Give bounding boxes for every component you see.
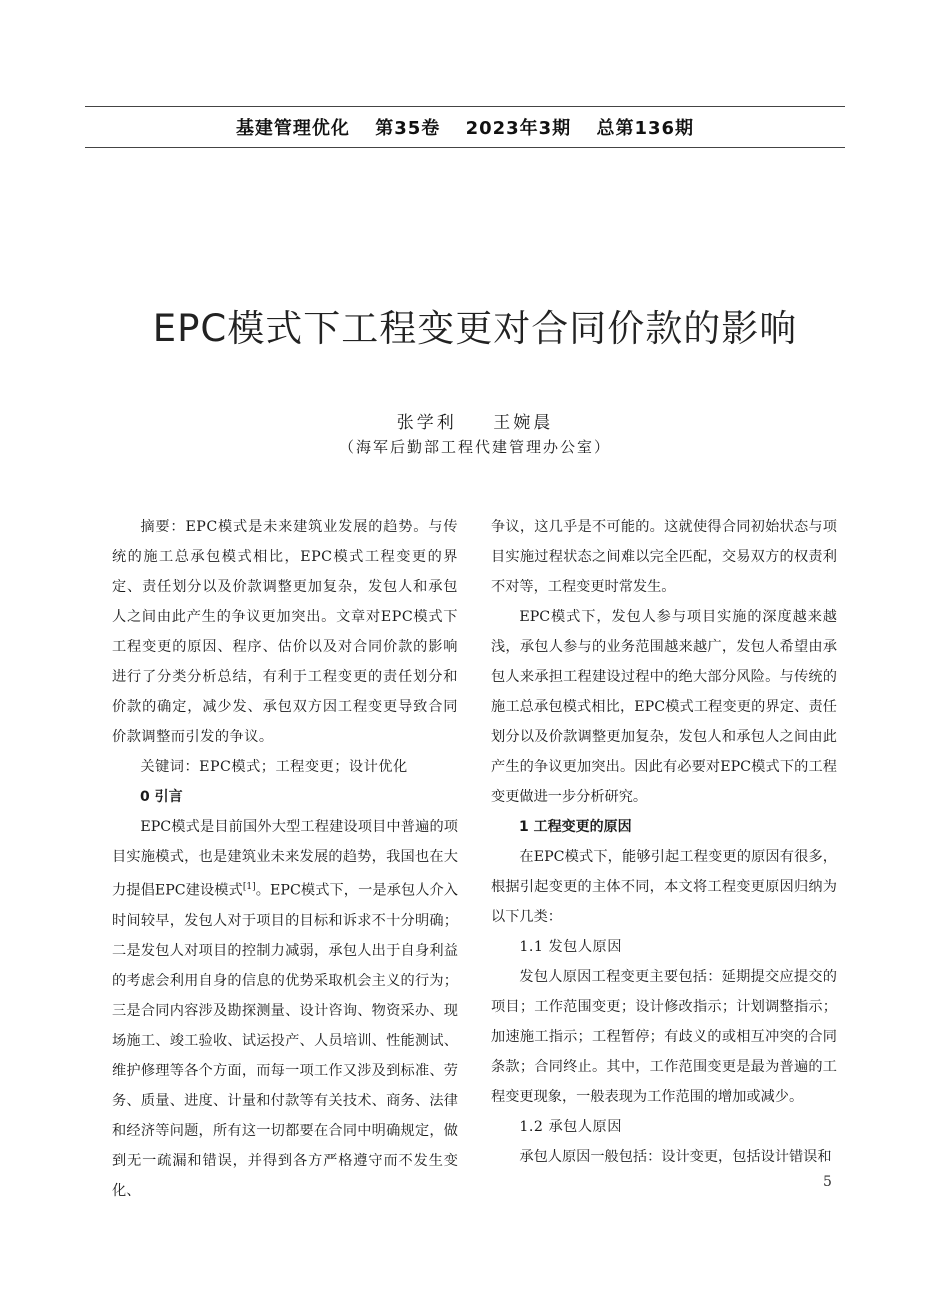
- page-number: 5: [823, 1174, 832, 1190]
- subsection-heading-employer: 1.1 发包人原因: [519, 939, 622, 955]
- journal-volume: 第35卷: [375, 118, 441, 139]
- section-heading-causes: 1 工程变更的原因: [519, 819, 632, 835]
- journal-name: 基建管理优化: [235, 118, 350, 139]
- left-column: [112, 512, 458, 1206]
- paragraph: 发包人原因工程变更主要包括：延期提交应提交的项目；工作范围变更；设计修改指示；计划调整指示；加速施工指示；工程暂停；有歧义的或相互冲突的合同条款；合同终止。其中，工作范围变更是最为普遍的工程变更现象，一般表现为工作范围的增加或减少。: [491, 969, 837, 1105]
- journal-total-issue: 总第136期: [596, 118, 695, 139]
- author-name: 王婉晨: [493, 413, 554, 433]
- paragraph-continuation: 争议，这几乎是不可能的。这就使得合同初始状态与项目实施过程状态之间难以完全匹配，交易双方的权责利不对等，工程变更时常发生。: [491, 519, 837, 595]
- author-affiliation: （海军后勤部工程代建管理办公室）: [338, 438, 611, 456]
- author-list: [0, 408, 950, 433]
- intro-text-part-1: EPC模式是目前国外大型工程建设项目中普遍的项目实施模式，也是建筑业未来发展的趋势，我国也在大力提倡EPC建设模式: [112, 819, 458, 899]
- author-name: 张学利: [396, 413, 457, 433]
- journal-header: [85, 114, 845, 140]
- header-bottom-rule: [85, 147, 845, 148]
- intro-paragraph: [112, 812, 458, 1206]
- keywords: 关键词：EPC模式；工程变更；设计优化: [140, 759, 408, 775]
- section-heading-intro: 0 引言: [140, 789, 183, 805]
- paragraph: 在EPC模式下，能够引起工程变更的原因有很多，根据引起变更的主体不同，本文将工程变更原因归纳为以下几类：: [491, 849, 837, 925]
- subsection-heading-contractor: 1.2 承包人原因: [519, 1119, 622, 1135]
- intro-text-part-2: 。EPC模式下，一是承包人介入时间较早，发包人对于项目的目标和诉求不十分明确；二是发包人对项目的控制力减弱，承包人出于自身利益的考虑会利用自身的信息的优势采取机会主义的行为；三是合同内容涉及勘探测量、设计咨询、物资采办、现场施工、竣工验收、试运投产、人员培训、性能测试、维护修理等各个方面，而每一项工作又涉及到标准、劳务、质量、进度、计量和付款等有关技术、商务、法律和经济等问题，所有这一切都要在合同中明确规定，做到无一疏漏和错误，并得到各方严格遵守而不发生变化、: [112, 882, 459, 1199]
- article-title: EPC模式下工程变更对合同价款的影响: [152, 307, 798, 350]
- citation-ref: [1]: [242, 882, 256, 892]
- header-top-rule: [85, 106, 845, 107]
- paragraph: EPC模式下，发包人参与项目实施的深度越来越浅，承包人参与的业务范围越来越广，发包人希望由承包人来承担工程建设过程中的绝大部分风险。与传统的施工总承包模式相比，EPC模式工程变更的界定、责任划分以及价款调整更加复杂，发包人和承包人之间由此产生的争议更加突出。因此有必要对EPC模式下的工程变更做进一步分析研究。: [491, 609, 837, 805]
- paragraph: 承包人原因一般包括：设计变更，包括设计错误和: [519, 1149, 832, 1165]
- journal-issue-date: 2023年3期: [465, 118, 572, 139]
- abstract: 摘要：EPC模式是未来建筑业发展的趋势。与传统的施工总承包模式相比，EPC模式工程变更的界定、责任划分以及价款调整更加复杂，发包人和承包人之间由此产生的争议更加突出。文章对EPC模式下工程变更的原因、程序、估价以及对合同价款的影响进行了分类分析总结，有利于工程变更的责任划分和价款的确定，减少发、承包双方因工程变更导致合同价款调整而引发的争议。: [112, 519, 458, 745]
- right-column: [491, 512, 837, 1172]
